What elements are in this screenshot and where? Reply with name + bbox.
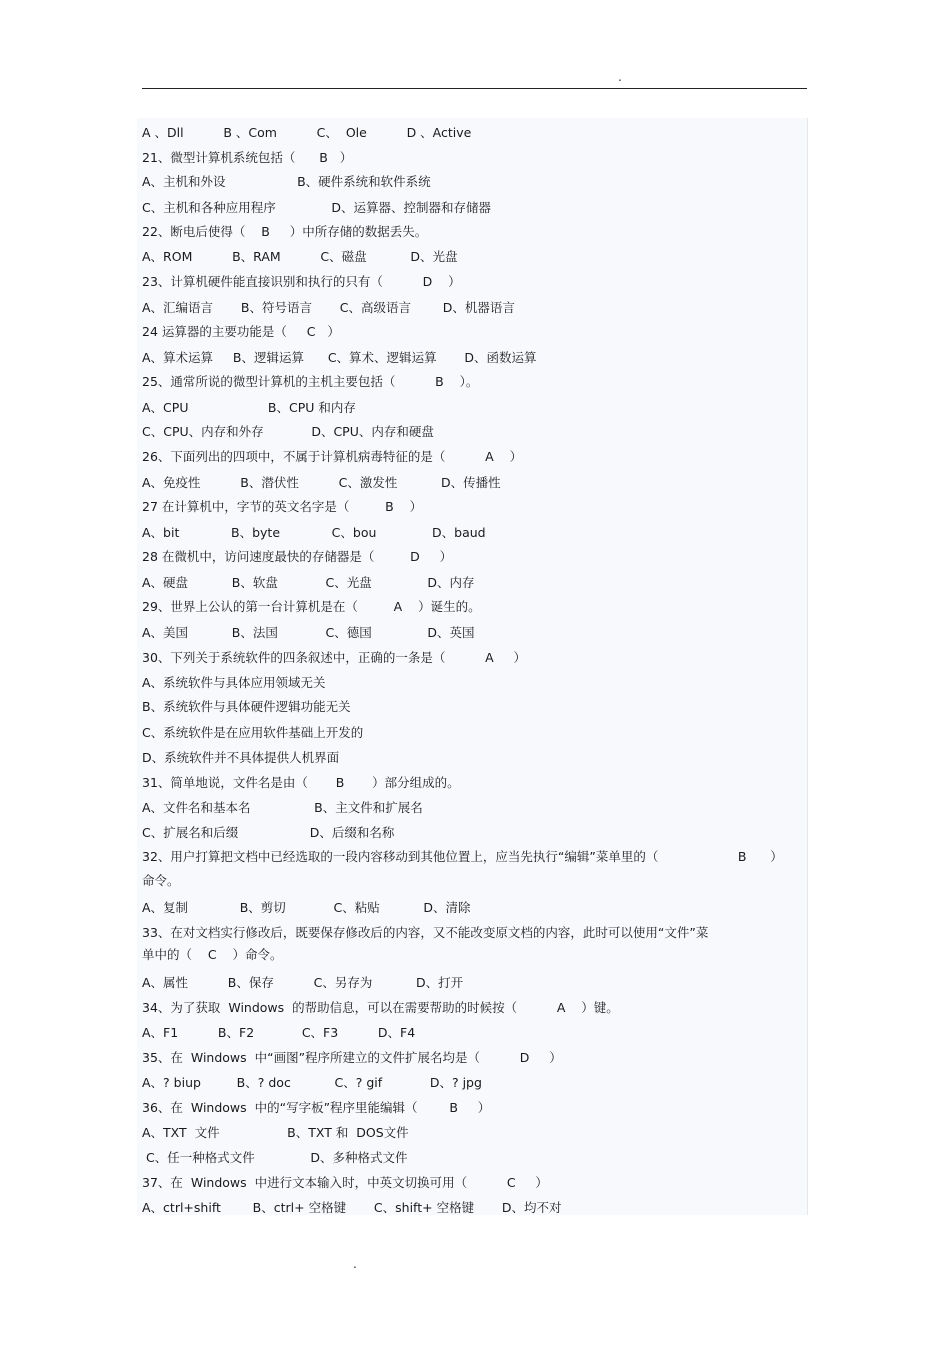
text-line: A、汇编语言 B、符号语言 C、高级语言 D、机器语言	[142, 300, 515, 315]
text-line: C、任一种格式文件 D、多种格式文件	[142, 1150, 408, 1165]
text-line: 33、在对文档实行修改后，既要保存修改后的内容，又不能改变原文档的内容，此时可以使用“文件”菜	[142, 925, 709, 940]
text-line: 21、微型计算机系统包括（ B ）	[142, 150, 353, 165]
text-line: A、bit B、byte C、bou D、baud	[142, 525, 486, 540]
text-line: A、F1 B、F2 C、F3 D、F4	[142, 1025, 416, 1040]
text-line: A、免疫性 B、潜伏性 C、激发性 D、传播性	[142, 475, 501, 490]
text-line: 31、简单地说，文件名是由（ B ）部分组成的。	[142, 775, 460, 790]
text-line: D、系统软件并不具体提供人机界面	[142, 750, 340, 765]
text-line: 29、世界上公认的第一台计算机是在（ A ）诞生的。	[142, 599, 481, 614]
text-line: A、? biup B、? doc C、? gif D、? jpg	[142, 1075, 482, 1090]
text-line: 命令。	[142, 873, 180, 888]
text-line: A、主机和外设 B、硬件系统和软件系统	[142, 174, 431, 189]
text-line: 23、计算机硬件能直接识别和执行的只有（ D ）	[142, 274, 461, 289]
text-line: 36、在 Windows 中的“写字板”程序里能编辑（ B ）	[142, 1100, 491, 1115]
text-line: 25、通常所说的微型计算机的主机主要包括（ B ）。	[142, 374, 479, 389]
text-line: 22、断电后使得（ B ）中所存储的数据丢失。	[142, 224, 428, 239]
text-line: 35、在 Windows 中“画图”程序所建立的文件扩展名均是（ D ）	[142, 1050, 562, 1065]
text-line: A、文件名和基本名 B、主文件和扩展名	[142, 800, 423, 815]
text-line: C、系统软件是在应用软件基础上开发的	[142, 725, 364, 740]
text-line: 24 运算器的主要功能是（ C ）	[142, 324, 340, 339]
text-line: A、系统软件与具体应用领域无关	[142, 675, 326, 690]
header-rule	[142, 88, 807, 89]
text-line: A、算术运算 B、逻辑运算 C、算术、逻辑运算 D、函数运算	[142, 350, 537, 365]
text-line: C、CPU、内存和外存 D、CPU、内存和硬盘	[142, 424, 434, 439]
text-line: A、ROM B、RAM C、磁盘 D、光盘	[142, 249, 458, 264]
header-mark: .	[618, 70, 622, 84]
text-line: 单中的（ C ）命令。	[142, 947, 283, 962]
text-line: 32、用户打算把文档中已经选取的一段内容移动到其他位置上，应当先执行“编辑”菜单里的（ B ）	[142, 849, 783, 864]
text-line: A、美国 B、法国 C、德国 D、英国	[142, 625, 475, 640]
text-line: A、属性 B、保存 C、另存为 D、打开	[142, 975, 464, 990]
text-line: 37、在 Windows 中进行文本输入时，中英文切换可用（ C ）	[142, 1175, 548, 1190]
footer-mark: .	[353, 1257, 357, 1271]
text-line: B、系统软件与具体硬件逻辑功能无关	[142, 699, 351, 714]
text-line: 27 在计算机中，字节的英文名字是（ B ）	[142, 499, 423, 514]
text-line: A、复制 B、剪切 C、粘贴 D、清除	[142, 900, 471, 915]
text-line: 26、下面列出的四项中，不属于计算机病毒特征的是（ A ）	[142, 449, 523, 464]
text-line: A、TXT 文件 B、TXT 和 DOS文件	[142, 1125, 409, 1140]
text-line: C、扩展名和后缀 D、后缀和名称	[142, 825, 395, 840]
text-line: 28 在微机中，访问速度最快的存储器是（ D ）	[142, 549, 453, 564]
text-line: A、CPU B、CPU 和内存	[142, 400, 356, 415]
text-line: A、硬盘 B、软盘 C、光盘 D、内存	[142, 575, 475, 590]
text-line: A、ctrl+shift B、ctrl+ 空格键 C、shift+ 空格键 D、均不对	[142, 1200, 562, 1215]
text-line: 30、下列关于系统软件的四条叙述中，正确的一条是（ A ）	[142, 650, 527, 665]
text-line: C、主机和各种应用程序 D、运算器、控制器和存储器	[142, 200, 491, 215]
text-line: 34、为了获取 Windows 的帮助信息，可以在需要帮助的时候按（ A ）键。	[142, 1000, 619, 1015]
text-line: A 、Dll B 、Com C、 Ole D 、Active	[142, 125, 472, 140]
